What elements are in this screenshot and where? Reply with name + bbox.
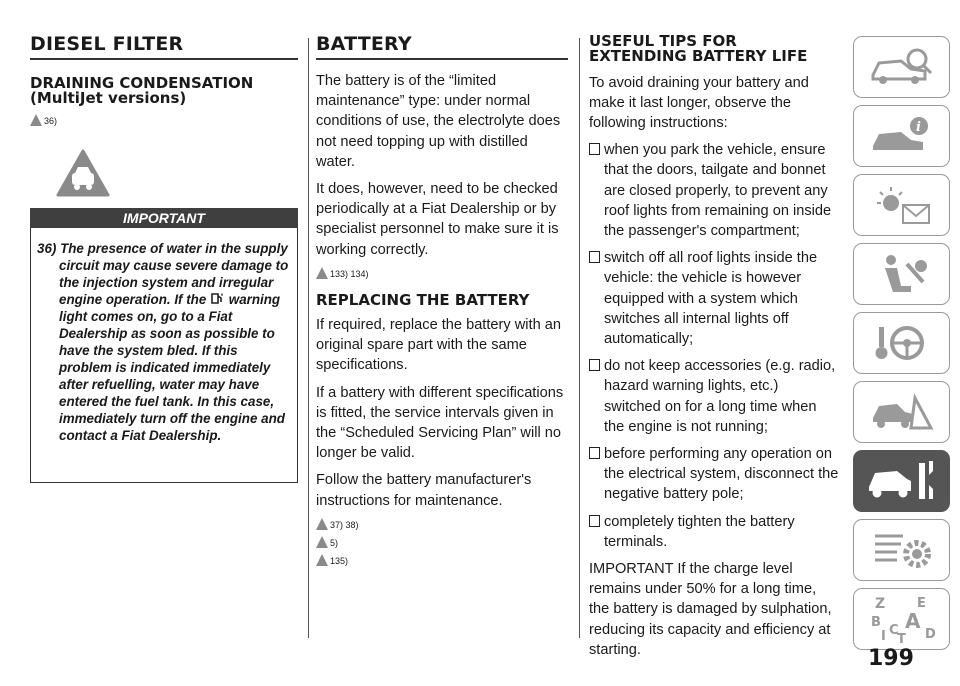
tips-intro: To avoid draining your battery and make it last longer, observe the following instructions: [589, 74, 809, 131]
water-in-diesel-icon [210, 292, 225, 305]
tip-text: switch off all roof lights inside the vehicle: the vehicle is however equipped with a system which switches all internal lights off automatically; [604, 250, 818, 348]
car-lens-icon [867, 45, 937, 89]
water-in-fuel-warning-icon [56, 149, 110, 197]
tab-specs-gear[interactable] [853, 519, 950, 581]
useful-tips-title: USEFUL TIPS FOR EXTENDING BATTERY LIFE [589, 32, 808, 66]
steering-key-icon [867, 321, 937, 365]
tip-item [589, 356, 839, 437]
index-letter: C [888, 623, 899, 638]
checkbox-bullet-icon [589, 359, 600, 371]
page-number: 199 [868, 646, 914, 671]
chapter-sidebar [853, 36, 950, 657]
tips-outro: IMPORTANT If the charge level remains under 50% for a long time, the battery is damaged by sulphation, reducing its capacity and efficiency at starting. [589, 561, 832, 658]
important-text [37, 240, 291, 444]
diesel-filter-title: DIESEL FILTER [30, 34, 298, 60]
car-wrench-icon [865, 459, 939, 503]
tip-item [589, 140, 839, 241]
checkbox-bullet-icon [589, 515, 600, 527]
diesel-filter-column [30, 34, 298, 483]
important-text-b: warning light comes on, go to a Fiat Dealership as soon as possible to have the system bled. If this problem is indicated immediately after refuelling, water may have entered the fuel tank. In this case, immediately turn off the engine and contact a Fiat Dealership. [59, 292, 285, 444]
index-letter: I [880, 629, 886, 644]
checkbox-bullet-icon [589, 251, 600, 263]
warning-triangle-icon [316, 554, 328, 566]
ref-text: 133) 134) [330, 268, 369, 279]
index-letter: Z [874, 596, 885, 612]
tab-car-road[interactable] [853, 381, 950, 443]
tab-car-wrench[interactable] [853, 450, 950, 512]
tab-seat-airbag[interactable] [853, 243, 950, 305]
battery-title: BATTERY [316, 34, 568, 60]
checkbox-bullet-icon [589, 143, 600, 155]
checkbox-bullet-icon [589, 447, 600, 459]
index-letter: T [896, 632, 906, 644]
ref-text: 5) [330, 537, 339, 548]
index-letter: B [870, 615, 881, 630]
battery-paragraph-1: The battery is of the “limited maintenance” type: under normal conditions of use, the electrolyte does not need topping up with distilled water. [316, 72, 561, 170]
tab-index[interactable] [853, 588, 950, 650]
battery-paragraph-4: If a battery with different specifications is fitted, the service intervals given in the “Scheduled Servicing Plan” will no longer be valid. [316, 384, 564, 462]
warning-ref-37 [316, 518, 568, 530]
important-box [30, 228, 298, 483]
tip-text: when you park the vehicle, ensure that the doors, tailgate and bonnet are closed properly, to prevent any roof lights from remaining on inside the passenger's compartment; [604, 142, 832, 240]
warning-ref-135 [316, 554, 568, 566]
warning-ref-text: 36) [44, 116, 58, 127]
replacing-battery-subtitle: REPLACING THE BATTERY [316, 290, 530, 309]
specs-gear-icon [867, 528, 937, 572]
info-ref-5 [316, 536, 568, 548]
battery-paragraph-2: It does, however, need to be checked periodically at a Fiat Dealership or by specialist personnel to make sure it is working correctly. [316, 180, 559, 258]
warning-ref-133 [316, 267, 568, 279]
warning-triangle-icon [316, 267, 328, 279]
ref-text: 135) [330, 555, 349, 566]
tip-text: before performing any operation on the electrical system, disconnect the negative battery pole; [604, 446, 839, 503]
battery-paragraph-3: If required, replace the battery with an original spare part with the same specifications. [316, 317, 561, 374]
important-header: IMPORTANT [30, 208, 298, 228]
draining-condensation-subtitle: DRAINING CONDENSATION (MultiJet versions) [30, 73, 254, 108]
battery-tips-column [589, 34, 839, 667]
column-divider-2 [579, 38, 580, 638]
tab-warning-lights[interactable] [853, 174, 950, 236]
tip-text: do not keep accessories (e.g. radio, hazard warning lights, etc.) switched on for a long time when the engine is not running; [604, 358, 836, 435]
car-road-icon [867, 390, 937, 434]
warning-triangle-icon [316, 536, 328, 548]
column-divider-1 [308, 38, 309, 638]
warning-ref [30, 114, 298, 126]
warning-triangle-icon [30, 114, 42, 126]
tip-text: completely tighten the battery terminals. [604, 513, 795, 550]
ref-text: 37) 38) [330, 519, 359, 530]
warning-triangle-icon [316, 518, 328, 530]
index-letter: E [916, 596, 926, 611]
index-letter: D [924, 627, 936, 642]
battery-column [316, 34, 568, 569]
important-text-a: 36) The presence of water in the supply circuit may cause severe damage to the injection system and irregular engine operation. If the [37, 241, 289, 308]
tab-car-lens[interactable] [853, 36, 950, 98]
tip-item [589, 444, 839, 505]
tip-item [589, 248, 839, 349]
car-info-icon [867, 114, 937, 158]
battery-paragraph-5: Follow the battery manufacturer's instructions for maintenance. [316, 472, 532, 509]
index-letter: A [904, 609, 920, 633]
tab-car-info[interactable] [853, 105, 950, 167]
svg-text:i: i [915, 120, 921, 135]
index-letters-icon [867, 594, 937, 644]
tab-steering-key[interactable] [853, 312, 950, 374]
seat-airbag-icon [867, 252, 937, 296]
tip-item [589, 512, 839, 552]
warning-lights-icon [867, 183, 937, 227]
